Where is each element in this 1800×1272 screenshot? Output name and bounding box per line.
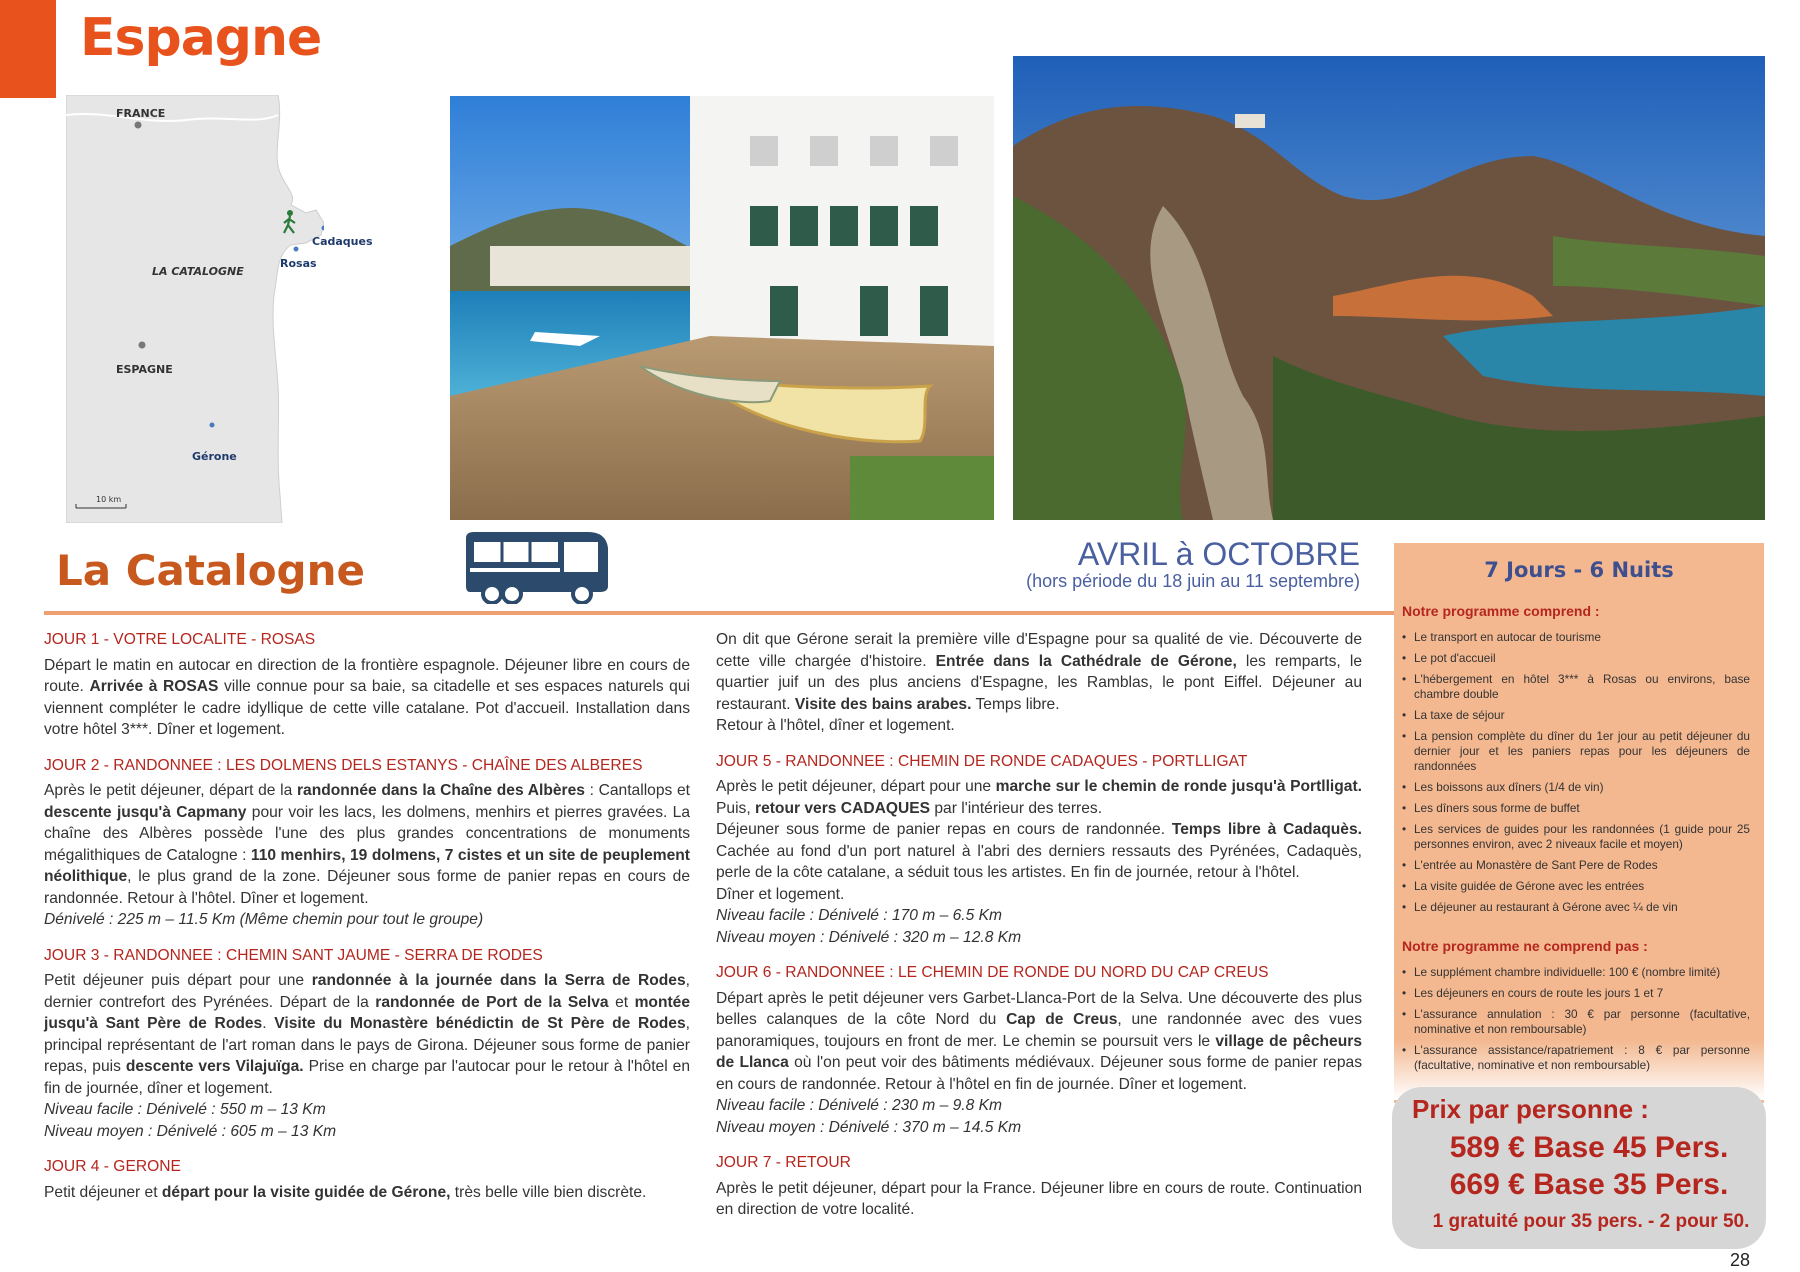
period-title: AVRIL à OCTOBRE (1077, 536, 1360, 572)
photo-cadaques-beach (450, 96, 994, 520)
list-item: • Le supplément chambre individuelle: 100 € (nombre limité) (1400, 965, 1750, 980)
day-5-level-easy: Niveau facile : Dénivelé : 170 m – 6.5 Km (716, 907, 1003, 924)
list-item: • L'assurance assistance/rapatriement : 8 € par personne (facultative, nominative et non remboursable) (1400, 1043, 1750, 1073)
map-label-espagne: ESPAGNE (116, 363, 173, 376)
includes-list (1400, 630, 1750, 921)
day-6-level-medium: Niveau moyen : Dénivelé : 370 m – 14.5 Km (716, 1118, 1022, 1136)
day-2-difficulty: Dénivelé : 225 m – 11.5 Km (Même chemin pour tout le groupe) (44, 911, 484, 928)
day-2-text: Après le petit déjeuner, départ de la randonnée dans la Chaîne des Albères : Cantallops et descente jusqu'à Capmany pour voir les lacs, les dolmens, menhirs et pierres gravées. La chaîne des Albères possède l'une des plus grandes concentrations de monuments mégalithiques de Catalogne : 110 menhirs, 19 dolmens, 7 cistes et un site de peuplement néolithique, le plus grand de la zone. Déjeuner sous forme de panier repas en cours de randonnée. Retour à l'hôtel. Dîner et logement. (44, 782, 691, 907)
price-line-35: 669 € Base 35 Pers. (1449, 1168, 1729, 1201)
day-6-text: Départ après le petit déjeuner vers Garbet-Llanca-Port de la Selva. Une découverte des plus belles calanques de la côte Nord du Cap de Creus, une randonnée avec des vues panoramiques, toujours en front de mer. Le chemin se poursuit vers le village de pêcheurs de Llanca où l'on peut voir des bâtiments médiévaux. Déjeuner sous forme de panier repas en cours de randonnée. Retour à l'hôtel en fin de journée. Dîner et logement. (716, 989, 1363, 1093)
list-item: • L'hébergement en hôtel 3*** à Rosas ou environs, base chambre double (1400, 672, 1750, 702)
page-number: 28 (1730, 1250, 1751, 1270)
list-item: • Les déjeuners en cours de route les jours 1 et 7 (1400, 986, 1750, 1001)
price-label: Prix par personne : (1412, 1094, 1649, 1124)
price-line-45: 589 € Base 45 Pers. (1449, 1131, 1729, 1164)
itinerary-column-left (44, 629, 690, 1203)
day-3-title: JOUR 3 - RANDONNEE : CHEMIN SANT JAUME - SERRA DE RODES (44, 946, 543, 964)
map-label-region: LA CATALOGNE (152, 265, 244, 278)
orange-tab (0, 0, 56, 98)
day-4-text-continued: On dit que Gérone serait la première ville d'Espagne pour sa qualité de vie. Découverte de cette ville chargée d'histoire. Entrée dans la Cathédrale de Gérone, les remparts, le quartier juif un des plus anciens d'Espagne, les Ramblas, le pont Eiffel. Déjeuner au restaurant. Visite des bains arabes. Temps libre. (716, 631, 1362, 713)
list-item: • L'assurance annulation : 30 € par personne (facultative, nominative et non remboursable) (1400, 1007, 1750, 1037)
day-5-text: Après le petit déjeuner, départ pour une marche sur le chemin de ronde jusqu'à Portlligat. Puis, retour vers CADAQUES par l'intérieur des terres. (716, 778, 1362, 817)
map-label-gerone: Gérone (192, 450, 237, 463)
map-label-rosas: Rosas (280, 257, 317, 270)
day-5-text-2: Déjeuner sous forme de panier repas en cours de randonnée. Temps libre à Cadaquès. Cachée au fond d'un port naturel à l'abri des derniers ressauts des Pyrénées, Cadaquès, perle de la côte catalane, a séduit tous les artistes. En fin de journée, retour à l'hôtel. (716, 821, 1362, 881)
photo-cap-de-creus (1013, 56, 1765, 520)
region-map (66, 95, 373, 523)
map-label-cadaques: Cadaques (312, 235, 373, 248)
day-2-title: JOUR 2 - RANDONNEE : LES DOLMENS DELS ESTANYS - CHAÎNE DES ALBERES (44, 756, 643, 774)
day-5-title: JOUR 5 - RANDONNEE : CHEMIN DE RONDE CADAQUES - PORTLLIGAT (716, 752, 1248, 770)
day-3-level-medium: Niveau moyen : Dénivelé : 605 m – 13 Km (44, 1122, 337, 1140)
includes-heading: Notre programme comprend : (1402, 603, 1600, 619)
day-5-dinner: Dîner et logement. (716, 885, 845, 903)
list-item: • Le pot d'accueil (1400, 651, 1750, 666)
day-3-text: Petit déjeuner puis départ pour une randonnée à la journée dans la Serra de Rodes, dernier contrefort des Pyrénées. Départ de la randonnée de Port de la Selva et montée jusqu'à Sant Père de Rodes. Visite du Monastère bénédictin de St Père de Rodes, principal représentant de l'art roman dans le pays de Girona. Déjeuner sous forme de panier repas, puis descente vers Vilajuïga. Prise en charge par l'autocar pour le retour à l'hôtel en fin de journée, dîner et logement. (44, 972, 691, 1097)
map-label-france: FRANCE (116, 107, 166, 120)
day-6-level-easy: Niveau facile : Dénivelé : 230 m – 9.8 Km (716, 1097, 1003, 1114)
excludes-list (1400, 965, 1750, 1079)
day-1-title: JOUR 1 - VOTRE LOCALITE - ROSAS (44, 631, 316, 648)
day-4-title: JOUR 4 - GERONE (44, 1158, 181, 1175)
day-4-text: Petit déjeuner et départ pour la visite guidée de Gérone, très belle ville bien discrète. (44, 1183, 647, 1201)
list-item: • L'entrée au Monastère de Sant Pere de Rodes (1400, 858, 1750, 873)
day-6-title: JOUR 6 - RANDONNEE : LE CHEMIN DE RONDE DU NORD DU CAP CREUS (716, 964, 1269, 981)
divider-rule (44, 611, 1394, 615)
list-item: • Le déjeuner au restaurant à Gérone avec ¼ de vin (1400, 900, 1750, 915)
list-item: • La pension complète du dîner du 1er jour au petit déjeuner du dernier jour et les paniers repas pour les déjeuners de randonnées (1400, 729, 1750, 774)
excludes-heading: Notre programme ne comprend pas : (1402, 938, 1648, 954)
day-7-title: JOUR 7 - RETOUR (716, 1154, 851, 1171)
day-7-text: Après le petit déjeuner, départ pour la France. Déjeuner libre en cours de route. Continuation en direction de votre localité. (716, 1179, 1362, 1218)
duration-title: 7 Jours - 6 Nuits (1484, 558, 1674, 582)
list-item: • Le transport en autocar de tourisme (1400, 630, 1750, 645)
bus-icon (460, 528, 612, 604)
day-4-return: Retour à l'hôtel, dîner et logement. (716, 717, 955, 734)
list-item: • La taxe de séjour (1400, 708, 1750, 723)
list-item: • Les dîners sous forme de buffet (1400, 801, 1750, 816)
price-note: 1 gratuité pour 35 pers. - 2 pour 50. (1432, 1211, 1750, 1232)
region-title: La Catalogne (56, 546, 366, 595)
day-1-text: Départ le matin en autocar en direction de la frontière espagnole. Déjeuner libre en cours de route. Arrivée à ROSAS ville connue pour sa baie, sa citadelle et ses espaces naturels qui viennent compléter le cadre idyllique de cette ville catalane. Pot d'accueil. Installation dans votre hôtel 3***. Dîner et logement. (44, 656, 690, 738)
list-item: • La visite guidée de Gérone avec les entrées (1400, 879, 1750, 894)
page-title: Espagne (80, 8, 322, 68)
period-subtitle: (hors période du 18 juin au 11 septembre) (1026, 571, 1360, 591)
itinerary-column-right (716, 629, 1362, 1221)
day-3-level-easy: Niveau facile : Dénivelé : 550 m – 13 Km (44, 1101, 326, 1118)
list-item: • Les services de guides pour les randonnées (1 guide pour 25 personnes environ, avec 2 niveaux facile et moyen) (1400, 822, 1750, 852)
list-item: • Les boissons aux dîners (1/4 de vin) (1400, 780, 1750, 795)
day-5-level-medium: Niveau moyen : Dénivelé : 320 m – 12.8 Km (716, 928, 1022, 946)
map-scale-label: 10 km (96, 495, 122, 504)
